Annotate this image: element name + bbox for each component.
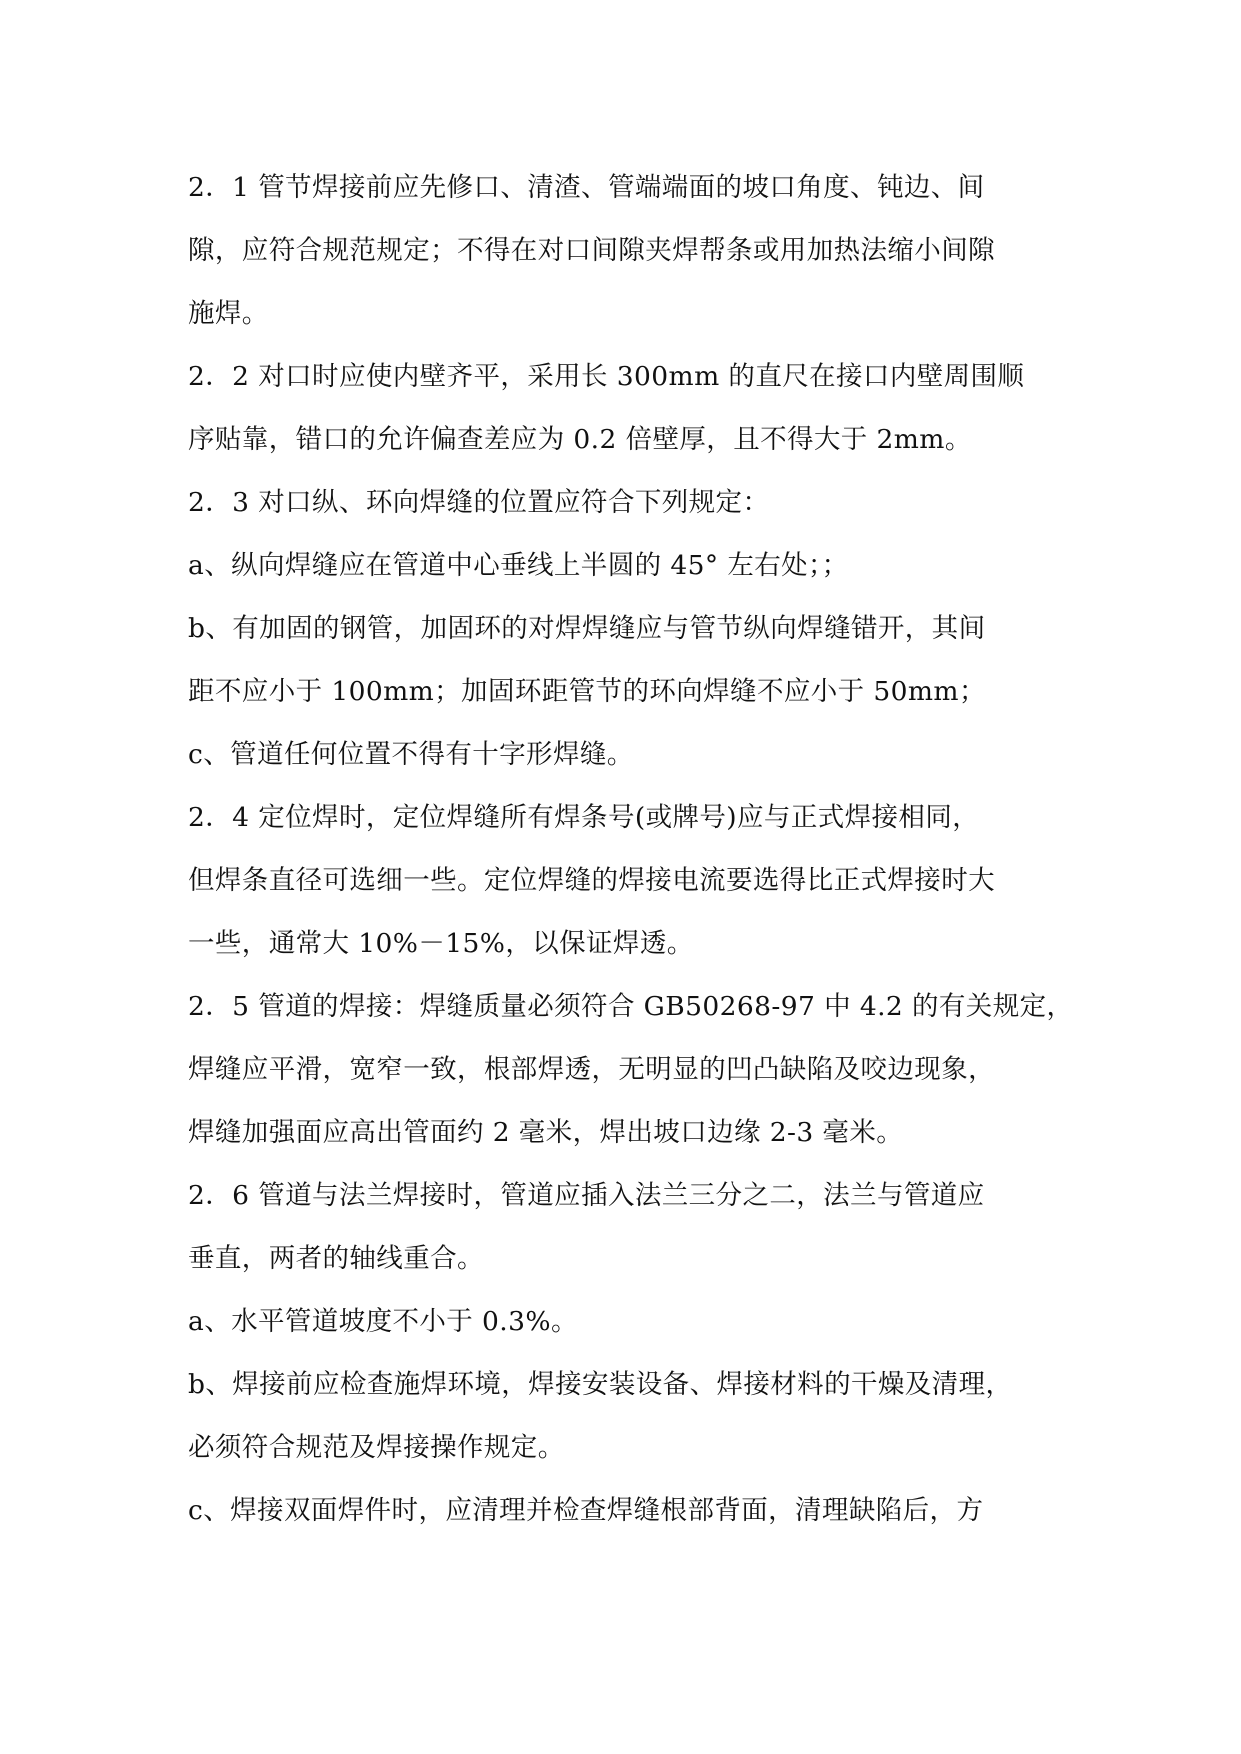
- text-line: 2．5 管道的焊接：焊缝质量必须符合 GB50268-97 中 4.2 的有关规定，: [188, 991, 1074, 1022]
- text-line: 2．1 管节焊接前应先修口、清渣、管端端面的坡口角度、钝边、间: [188, 172, 985, 203]
- text-line: 2．4 定位焊时，定位焊缝所有焊条号(或牌号)应与正式焊接相同，: [188, 802, 980, 833]
- text-line: 序贴靠，错口的允许偏查差应为 0.2 倍壁厚，且不得大于 2mm。: [188, 424, 972, 455]
- text-line: 2．6 管道与法兰焊接时，管道应插入法兰三分之二，法兰与管道应: [188, 1180, 985, 1211]
- text-line: 2．2 对口时应使内壁齐平，采用长 300mm 的直尺在接口内壁周围顺: [188, 361, 1025, 392]
- document-body: [188, 156, 1074, 1542]
- text-line: 施焊。: [188, 298, 269, 329]
- text-line: 隙，应符合规范规定；不得在对口间隙夹焊帮条或用加热法缩小间隙: [188, 235, 995, 266]
- text-line: 焊缝应平滑，宽窄一致，根部焊透，无明显的凹凸缺陷及咬边现象，: [188, 1054, 995, 1085]
- text-line: a、水平管道坡度不小于 0.3%。: [188, 1306, 578, 1337]
- text-line: 一些，通常大 10%－15%，以保证焊透。: [188, 928, 694, 959]
- text-line: 垂直，两者的轴线重合。: [188, 1243, 484, 1274]
- text-line: 焊缝加强面应高出管面约 2 毫米，焊出坡口边缘 2-3 毫米。: [188, 1117, 904, 1148]
- text-line: b、焊接前应检查施焊环境，焊接安装设备、焊接材料的干燥及清理，: [188, 1369, 1013, 1400]
- text-line: c、焊接双面焊件时，应清理并检查焊缝根部背面，清理缺陷后，方: [188, 1495, 984, 1526]
- text-line: 距不应小于 100mm；加固环距管节的环向焊缝不应小于 50mm；: [188, 676, 986, 707]
- text-line: 但焊条直径可选细一些。定位焊缝的焊接电流要选得比正式焊接时大: [188, 865, 995, 896]
- text-line: b、有加固的钢管，加固环的对焊焊缝应与管节纵向焊缝错开，其间: [188, 613, 986, 644]
- text-line: 必须符合规范及焊接操作规定。: [188, 1432, 565, 1463]
- text-line: a、纵向焊缝应在管道中心垂线上半圆的 45° 左右处；；: [188, 550, 849, 581]
- text-line: c、管道任何位置不得有十字形焊缝。: [188, 739, 634, 770]
- text-line: 2．3 对口纵、环向焊缝的位置应符合下列规定：: [188, 487, 770, 518]
